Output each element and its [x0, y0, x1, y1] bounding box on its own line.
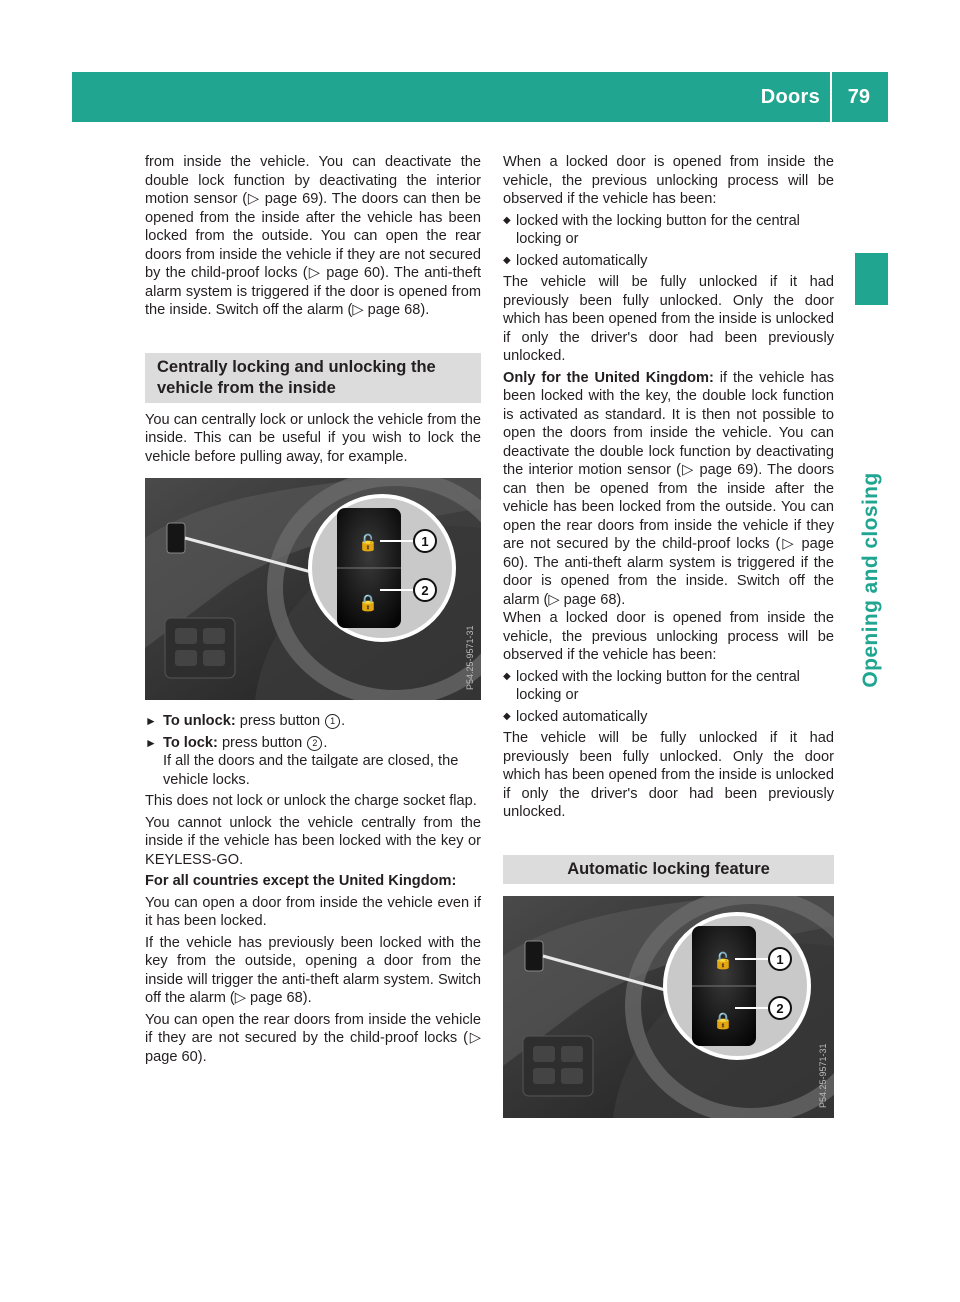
figure-code: P54.25-9571-31 — [465, 625, 475, 690]
svg-text:🔒: 🔒 — [358, 593, 378, 612]
bold-lead: Only for the United Kingdom: — [503, 369, 714, 386]
chapter-tab-marker — [855, 253, 888, 305]
step-arrow-icon: ► — [145, 735, 157, 750]
list-item — [503, 668, 834, 705]
svg-text:2: 2 — [776, 1000, 784, 1016]
step-note: If all the doors and the tailgate are closed, the vehicle locks. — [163, 753, 459, 788]
svg-text:🔓: 🔓 — [358, 533, 378, 552]
lock-buttons-figure — [145, 478, 481, 700]
svg-text:1: 1 — [776, 951, 784, 967]
list-item-text: locked with the locking button for the central locking or — [516, 668, 800, 703]
step-label: To unlock: — [163, 713, 236, 729]
step-arrow-icon: ► — [145, 714, 157, 728]
figure-code: P54.25-9571-31 — [818, 1042, 828, 1108]
paragraph — [503, 369, 834, 610]
list-item-text: locked automatically — [516, 252, 648, 269]
bullet-icon: ◆ — [503, 254, 511, 266]
bullet-icon: ◆ — [503, 670, 511, 682]
section-heading-automatic-locking: Automatic locking feature — [503, 855, 834, 884]
paragraph: You can centrally lock or unlock the vehicle from the inside. This can be useful if you wish to lock the vehicle before pulling away, for example. — [145, 411, 481, 465]
paragraph: You can open a door from inside the vehicle even if it has been locked. — [145, 894, 481, 929]
header-divider — [830, 72, 832, 122]
svg-text:🔓: 🔓 — [713, 950, 733, 970]
list-item — [503, 708, 834, 727]
page-number: 79 — [847, 86, 870, 108]
paragraph-bold — [145, 872, 481, 891]
callout-number-1: 1 — [325, 714, 340, 729]
header-bar — [72, 72, 888, 122]
right-column — [503, 153, 834, 1130]
section-heading-central-locking: Centrally locking and unlocking the vehicle from the inside — [145, 353, 481, 403]
step-unlock: ► To unlock: press button 1 . — [145, 713, 346, 729]
step-lock: ► To lock: press button 2 . If all the doors and the tailgate are closed, the vehicle locks. — [145, 734, 459, 788]
paragraph: The vehicle will be fully unlocked if it had previously been fully unlocked. Only the door which has been opened from the inside is unlocked if only the driver's door had been previously unlocked. — [503, 274, 835, 364]
paragraph-text: if the vehicle has been locked with the key, the double lock function is activated as standard. It is then not possible to open the doors from inside the vehicle. You can deactivate the double lock function by deactivating the interior motion sensor (▷ page 69). The doors can then be opened from the inside after the vehicle has been locked from the outside. You can open the rear doors from inside the vehicle if they are not secured by the child-proof locks (▷ page 60). The anti-theft alarm system is triggered if the door is opened from the inside. Switch off the alarm (▷ page 68). — [503, 369, 834, 608]
step-label: To lock: — [163, 734, 218, 751]
paragraph: The vehicle will be fully unlocked if it had previously been fully unlocked. Only the door which has been opened from the inside is unlocked if only the driver's door had been previously unlocked. — [503, 730, 835, 820]
step-text: press button — [221, 734, 303, 751]
paragraph: If the vehicle has previously been locked with the key from the outside, opening a door from the inside will trigger the anti-theft alarm system. Switch off the alarm (▷ page 68). — [145, 934, 481, 1006]
callout-number-2: 2 — [307, 736, 322, 751]
list-item — [503, 212, 834, 249]
list-item-text: locked automatically — [516, 708, 648, 725]
left-column — [145, 153, 481, 1069]
paragraph: You can open the rear doors from inside the vehicle if they are not secured by the child-proof locks (▷ page 60). — [145, 1011, 481, 1065]
bullet-icon: ◆ — [503, 214, 511, 226]
section-title: Doors — [760, 86, 820, 108]
intro-paragraph: from inside the vehicle. You can deactivate the double lock function by deactivating the interior motion sensor (▷ page 69). The doors can then be opened from the inside after the vehicle has been locked from the outside. You can open the rear doors from inside the vehicle if they are not secured by the child-proof locks (▷ page 60). The anti-theft alarm system is triggered if the door is opened from the inside. Switch off the alarm (▷ page 68). — [145, 154, 481, 318]
paragraph: You cannot unlock the vehicle centrally from the inside if the vehicle has been locked with the key or KEYLESS-GO. — [145, 814, 481, 868]
bold-lead: For all countries except the United Kingdom: — [145, 873, 457, 889]
lock-buttons-figure — [503, 896, 834, 1118]
chapter-label: Opening and closing — [859, 472, 882, 688]
svg-text:🔒: 🔒 — [713, 1010, 733, 1030]
bullet-icon: ◆ — [503, 710, 511, 722]
list-item-text: locked with the locking button for the central locking or — [516, 212, 800, 247]
paragraph: When a locked door is opened from inside the vehicle, the previous unlocking process will be observed if the vehicle has been: — [503, 610, 834, 663]
paragraph: When a locked door is opened from inside the vehicle, the previous unlocking process will be observed if the vehicle has been: — [503, 154, 834, 207]
svg-text:2: 2 — [421, 583, 429, 598]
list-item — [503, 252, 834, 271]
paragraph: This does not lock or unlock the charge socket flap. — [145, 793, 477, 809]
svg-text:1: 1 — [421, 534, 429, 549]
step-text: press button — [239, 713, 321, 729]
